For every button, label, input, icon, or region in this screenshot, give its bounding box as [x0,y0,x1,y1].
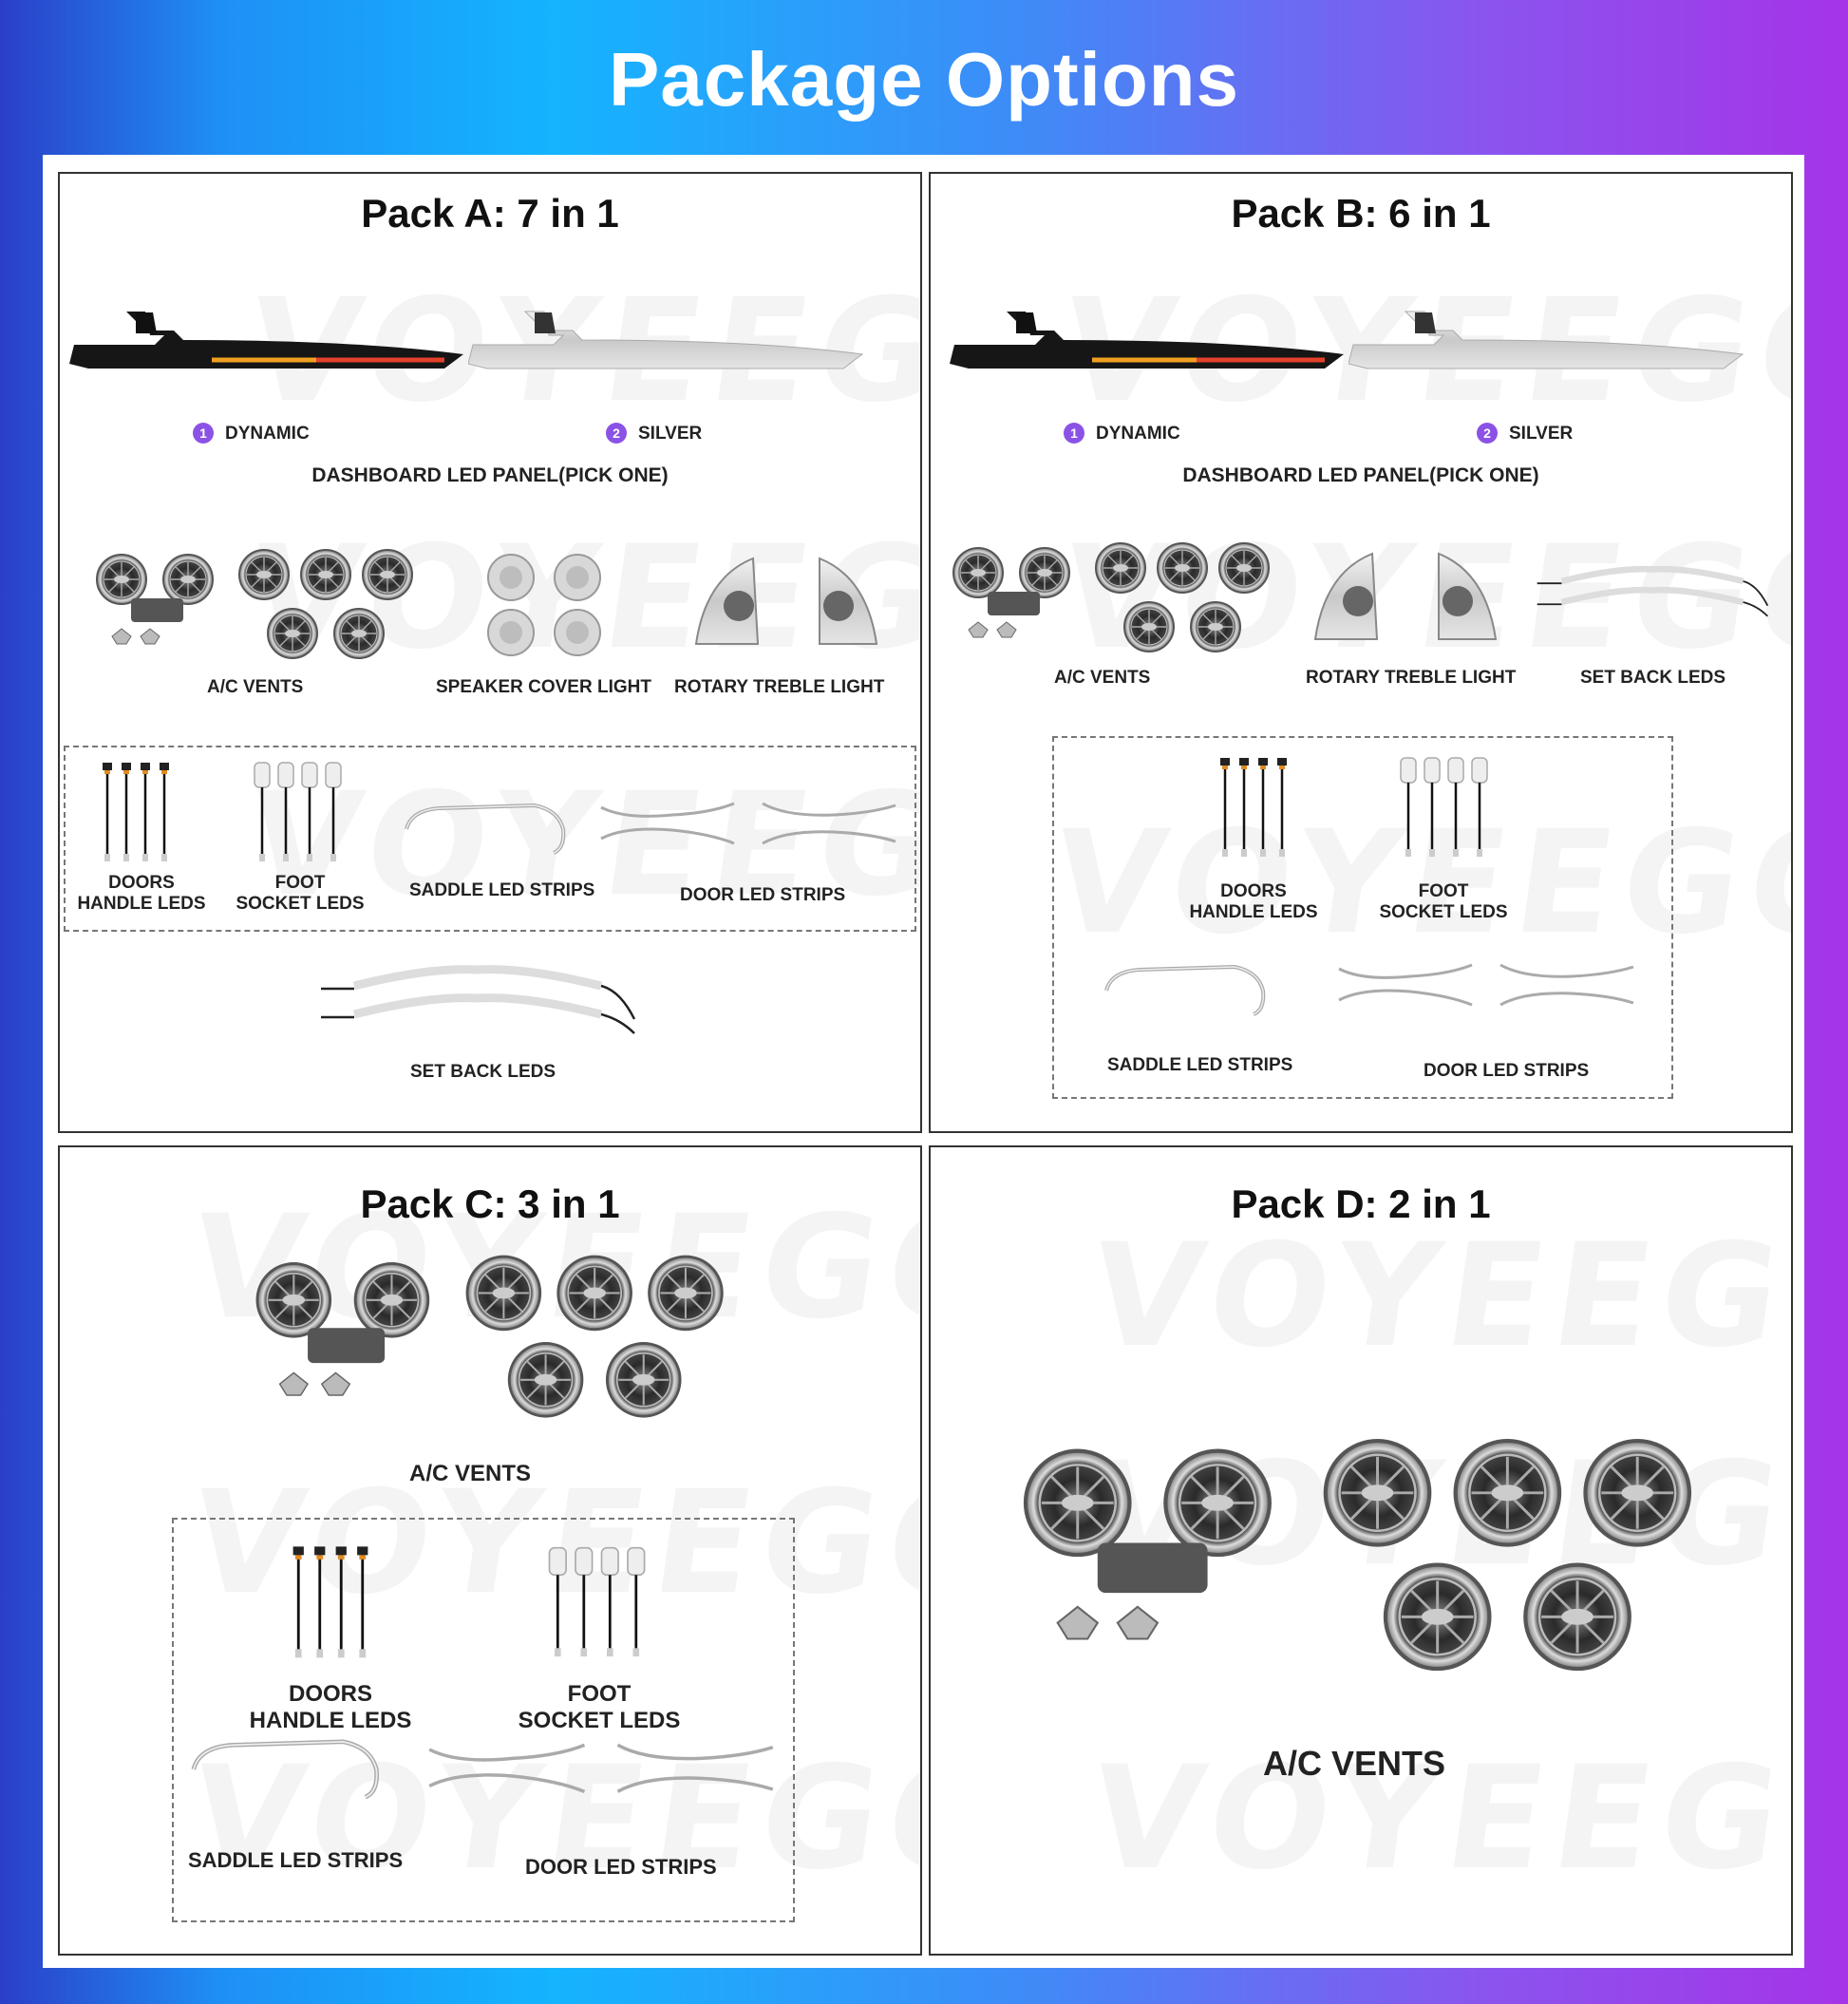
set-back-image [316,962,639,1038]
rotary-treble-image [1306,544,1515,649]
option-number-badge: 1 [193,423,214,444]
option-silver: 2 SILVER [1477,423,1573,444]
doors-handle-label: DOORS HANDLE LEDS [1189,881,1318,922]
speaker-cover-label: SPEAKER COVER LIGHT [436,677,651,697]
foot-socket-image [544,1541,649,1665]
doors-handle-image [1216,751,1292,865]
dashboard-label: DASHBOARD LED PANEL(PICK ONE) [311,464,669,486]
door-strips-label: DOOR LED STRIPS [1424,1061,1590,1081]
package-sheet [43,155,1804,1968]
pack-b-title: Pack B: 6 in 1 [1231,191,1491,236]
door-strips-label: DOOR LED STRIPS [680,885,846,905]
saddle-strips-image [402,801,573,858]
ac-vents-label: A/C VENTS [1054,668,1151,688]
dashboard-label: DASHBOARD LED PANEL(PICK ONE) [1182,464,1539,486]
ac-vents-image [988,1432,1747,1693]
ac-vents-label: A/C VENTS [207,677,304,697]
rotary-treble-image [687,549,896,653]
foot-socket-image [250,761,345,865]
rotary-treble-label: ROTARY TREBLE LIGHT [674,677,885,697]
doors-handle-image [288,1541,373,1665]
page-title: Package Options [608,37,1240,122]
option-number-badge: 1 [1064,423,1084,444]
speaker-cover-image [478,549,611,663]
set-back-label: SET BACK LEDS [1580,668,1726,688]
foot-socket-label: FOOT SOCKET LEDS [236,873,365,914]
pack-d-panel [929,1145,1793,1956]
watermark [1081,1214,1793,1379]
ac-vents-image [935,539,1296,663]
pack-c-panel [58,1145,922,1956]
doors-handle-image [98,761,174,865]
dashboard-panel-dynamic-image [69,307,468,392]
door-strips-image [421,1736,782,1803]
doors-handle-label: DOORS HANDLE LEDS [249,1681,412,1733]
pack-d-title: Pack D: 2 in 1 [1231,1182,1491,1226]
door-strips-image [596,796,900,853]
door-strips-image [1320,957,1652,1014]
option-dynamic: 1 DYNAMIC [1064,423,1180,444]
ac-vents-image [231,1247,763,1437]
pack-a-title: Pack A: 7 in 1 [361,191,619,236]
saddle-strips-image [1092,962,1282,1019]
dashboard-panel-silver-image [1348,307,1747,392]
saddle-strips-label: SADDLE LED STRIPS [1107,1055,1293,1075]
rotary-treble-label: ROTARY TREBLE LIGHT [1306,668,1517,688]
set-back-label: SET BACK LEDS [410,1062,556,1082]
option-number-badge: 2 [1477,423,1498,444]
pack-a-panel [58,172,922,1133]
option-dynamic: 1 DYNAMIC [193,423,310,444]
set-back-image [1534,558,1771,625]
ac-vents-label: A/C VENTS [409,1461,532,1486]
foot-socket-label: FOOT SOCKET LEDS [1379,881,1508,922]
foot-socket-label: FOOT SOCKET LEDS [518,1681,681,1733]
pack-b-panel [929,172,1793,1133]
option-silver: 2 SILVER [606,423,702,444]
door-strips-label: DOOR LED STRIPS [525,1855,717,1879]
saddle-strips-image [183,1736,392,1803]
doors-handle-label: DOORS HANDLE LEDS [77,873,206,914]
dashboard-panel-dynamic-image [950,307,1348,392]
foot-socket-image [1396,751,1491,865]
option-number-badge: 2 [606,423,627,444]
pack-c-title: Pack C: 3 in 1 [360,1182,620,1226]
saddle-strips-label: SADDLE LED STRIPS [188,1848,404,1872]
optional-kit-box [1052,736,1673,1099]
ac-vents-label: A/C VENTS [1263,1744,1446,1783]
dashboard-panel-silver-image [468,307,867,392]
ac-vents-image [79,546,440,670]
saddle-strips-label: SADDLE LED STRIPS [409,880,595,900]
